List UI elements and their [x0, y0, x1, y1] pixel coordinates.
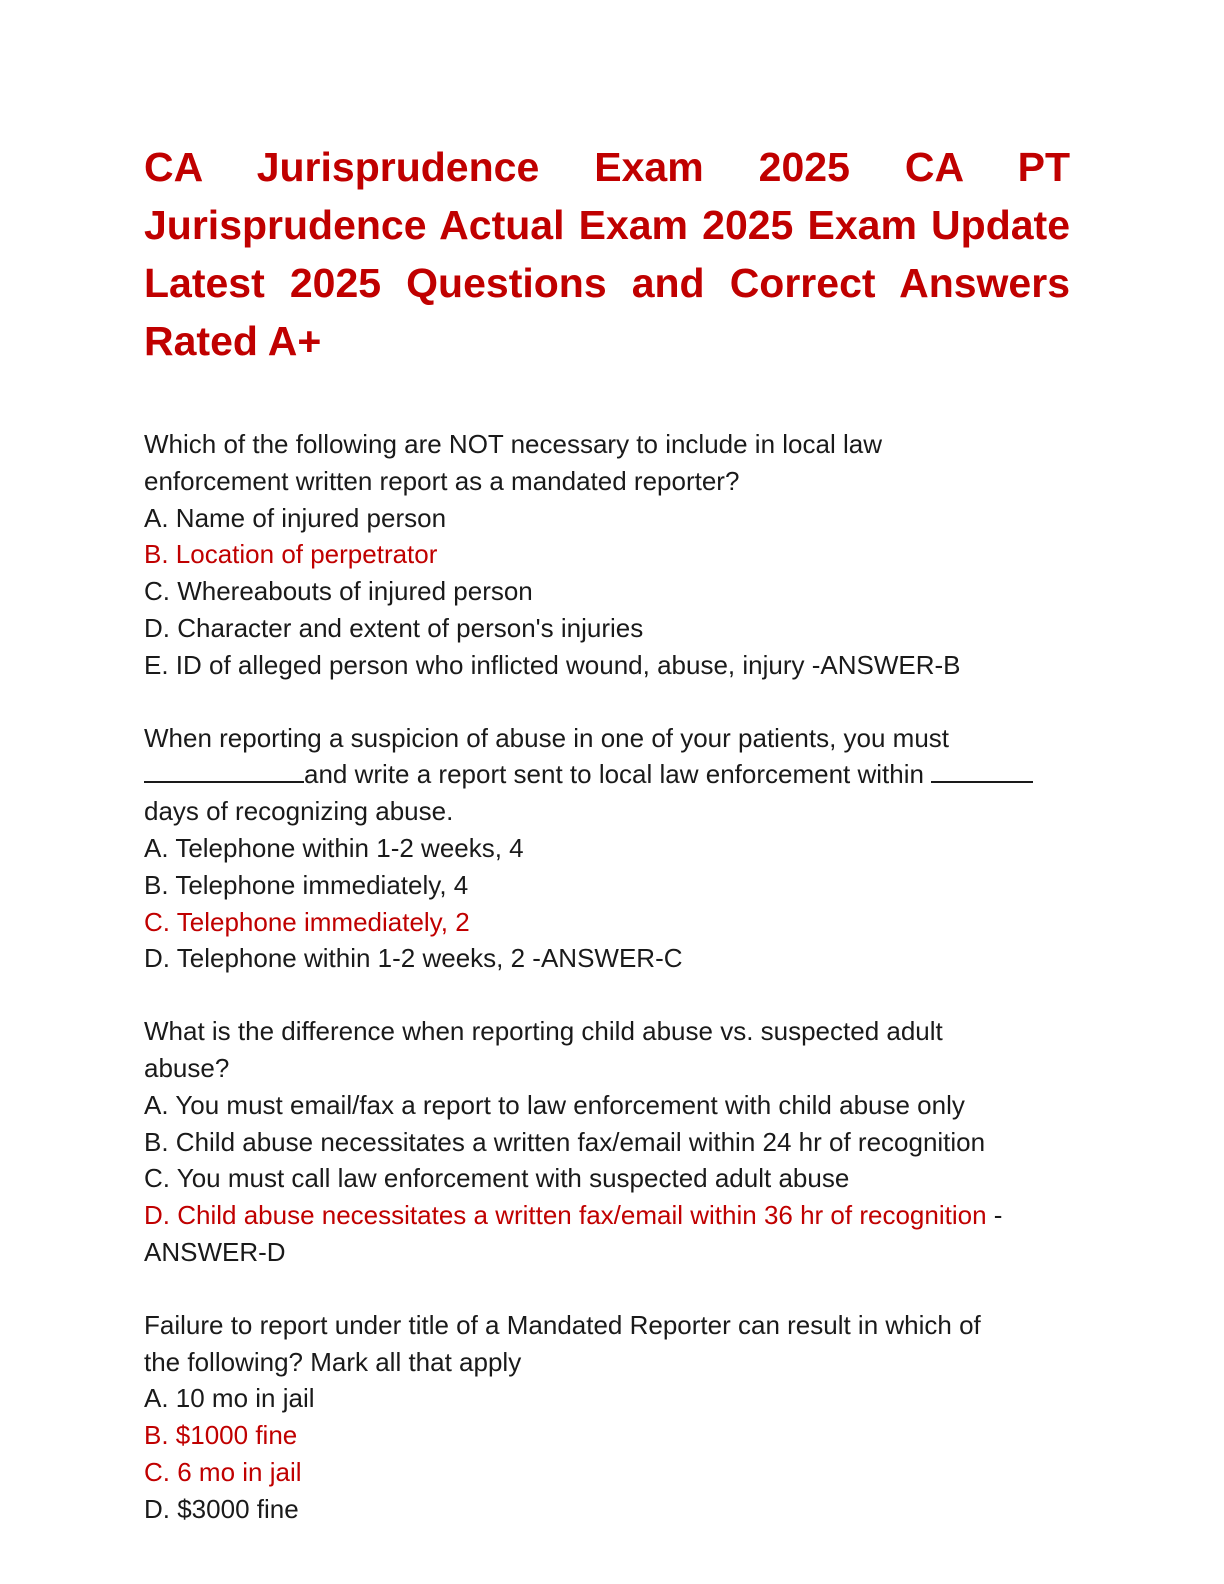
correct-answer-option: B. $1000 fine [144, 1420, 298, 1451]
question-stem-line: days of recognizing abuse. [144, 796, 454, 827]
question-3 [144, 1013, 1070, 1271]
correct-answer-option: C. 6 mo in jail [144, 1456, 302, 1487]
answer-option: E. ID of alleged person who inflicted wound, abuse, injury -ANSWER-B [144, 649, 961, 680]
answer-key: ANSWER-D [144, 1236, 286, 1267]
fill-in-blank [144, 757, 304, 783]
answer-option: D. Character and extent of person's injuries [144, 612, 644, 643]
answer-option: A. You must email/fax a report to law enforcement with child abuse only [144, 1089, 965, 1120]
answer-option: D. $3000 fine [144, 1493, 299, 1524]
answer-option-line [144, 1197, 1070, 1234]
question-stem-text: and write a report sent to local law enforcement within [304, 759, 932, 790]
answer-option: C. You must call law enforcement with suspected adult abuse [144, 1163, 850, 1194]
question-stem-line [144, 756, 1070, 793]
question-stem-line: Which of the following are NOT necessary to include in local law [144, 429, 882, 459]
question-stem-line: When reporting a suspicion of abuse in one of your patients, you must [144, 722, 950, 753]
question-4 [144, 1307, 1070, 1528]
answer-option: B. Telephone immediately, 4 [144, 869, 469, 900]
document-page [144, 138, 1070, 1564]
question-stem-line: the following? Mark all that apply [144, 1346, 522, 1377]
question-stem-line: What is the difference when reporting child abuse vs. suspected adult [144, 1016, 943, 1047]
correct-answer-option: C. Telephone immediately, 2 [144, 906, 470, 937]
answer-option: B. Child abuse necessitates a written fax/email within 24 hr of recognition [144, 1126, 986, 1157]
answer-option: A. 10 mo in jail [144, 1383, 315, 1414]
answer-option: D. Telephone within 1-2 weeks, 2 -ANSWER-C [144, 943, 683, 974]
answer-option: A. Name of injured person [144, 502, 447, 533]
question-1 [144, 426, 1070, 684]
question-2 [144, 720, 1070, 978]
answer-suffix: - [986, 1200, 1003, 1231]
question-stem-line: abuse? [144, 1052, 230, 1083]
question-stem-line: Failure to report under title of a Mandated Reporter can result in which of [144, 1309, 981, 1340]
correct-answer-option: B. Location of perpetrator [144, 539, 438, 570]
correct-answer-option: D. Child abuse necessitates a written fax/email within 36 hr of recognition [144, 1200, 987, 1231]
fill-in-blank [931, 757, 1033, 783]
question-stem-line: enforcement written report as a mandated reporter? [144, 465, 740, 496]
answer-option: A. Telephone within 1-2 weeks, 4 [144, 832, 524, 863]
document-title: CA Jurisprudence Exam 2025 CA PT Jurisprudence Actual Exam 2025 Exam Update Latest 2025 Questions and Correct Answers Rated A+ [144, 144, 1070, 364]
answer-option: C. Whereabouts of injured person [144, 576, 533, 607]
